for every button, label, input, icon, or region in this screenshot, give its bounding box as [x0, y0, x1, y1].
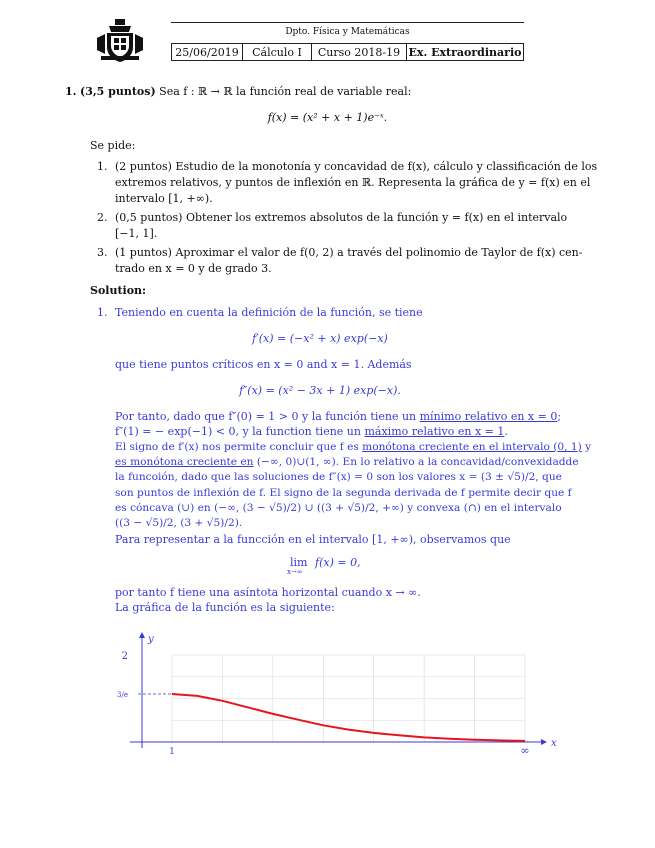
item-text-line: (0,5 puntos) Obtener los extremos absolutos de la función y = f(x) en el intervalo — [115, 211, 568, 224]
y-tick-label: 2 — [121, 651, 128, 662]
solution-number: 1. — [97, 306, 108, 319]
header-top-rule — [171, 22, 524, 23]
y-axis-arrow — [139, 632, 145, 638]
university-crest-logo — [95, 18, 145, 63]
text-span: El signo de f′(x) nos permite concluir que f es — [115, 441, 363, 453]
item-text-line: (2 puntos) Estudio de la monotonía y concavidad de f(x), cálculo y classificación de los — [115, 160, 598, 173]
solution-paragraph: La gráfica de la función es la siguiente: — [115, 601, 335, 614]
solution-paragraph: ((3 − √5)/2, (3 + √5)/2). — [115, 517, 243, 529]
solution-paragraph: que tiene puntos críticos en x = 0 and x = 1. Además — [115, 358, 412, 371]
function-curve — [172, 694, 525, 741]
solution-paragraph: Teniendo en cuenta la definición de la función, se tiene — [115, 306, 423, 319]
text-span: . — [504, 425, 508, 438]
text-span: f″(1) = − exp(−1) < 0, y la function tiene un — [115, 425, 365, 438]
solution-paragraph: es cóncava (∪) en (−∞, (3 − √5)/2) ∪ ((3 + √5)/2, +∞) y convexa (∩) en el intervalo — [115, 502, 562, 514]
academic-year: Curso 2018-19 — [312, 44, 407, 60]
x-axis-arrow — [541, 739, 547, 745]
header-info-box — [171, 43, 524, 61]
x-tick-label: 1 — [169, 747, 175, 757]
x-axis-label: x — [551, 738, 557, 749]
solution-paragraph — [115, 409, 561, 424]
department-label: Dpto. Física y Matemáticas — [285, 27, 410, 37]
problem-points: (3,5 puntos) — [79, 85, 156, 98]
course-name: Cálculo I — [243, 44, 312, 60]
item-text-line: (1 puntos) Aproximar el valor de f(0, 2) a través del polinomio de Taylor de f(x) cen- — [115, 246, 583, 259]
second-derivative-equation: f″(x) = (x² − 3x + 1) exp(−x). — [239, 384, 401, 397]
solution-paragraph — [115, 455, 579, 470]
item-text-line: [−1, 1]. — [115, 227, 158, 240]
solution-paragraph: son puntos de inflexión de f. El signo de la segunda derivada de f permite decir que f — [115, 487, 572, 499]
item-text-line: intervalo [1, +∞). — [115, 192, 213, 205]
limit-operator: lim — [290, 556, 308, 569]
text-span: (−∞, 0)∪(1, ∞). En lo relativo a la concavidad/convexidadde — [253, 456, 579, 468]
monotonic-interval-underlined: monótona creciente en el intervalo (0, 1) — [362, 441, 582, 453]
y-tick-label: 3/e — [117, 690, 128, 699]
y-axis-label: y — [148, 634, 154, 645]
problem-ask: Se pide: — [90, 139, 136, 152]
solution-title: Solution: — [90, 284, 147, 297]
item-text-line: trado en x = 0 y de grado 3. — [115, 262, 272, 275]
problem-number: 1. — [65, 85, 77, 98]
limit-rhs: f(x) = 0, — [315, 556, 361, 569]
solution-paragraph — [115, 440, 591, 455]
max-relative-underlined: máximo relativo en x = 1 — [364, 425, 505, 438]
text-span: y — [581, 441, 592, 453]
derivative-equation: f′(x) = (−x² + x) exp(−x) — [252, 332, 388, 345]
item-number: 3. — [97, 246, 108, 259]
problem-heading — [65, 84, 411, 99]
solution-paragraph: la funcoión, dado que las soluciones de f″(x) = 0 son los valores x = (3 ± √5)/2, que — [115, 471, 562, 483]
item-number: 2. — [97, 211, 108, 224]
function-graph — [100, 632, 570, 762]
item-text-line: extremos relativos, y puntos de inflexión en ℝ. Representa la gráfica de y = f(x) en el — [115, 176, 591, 189]
text-span: Por tanto, dado que f″(0) = 1 > 0 y la función tiene un — [115, 410, 420, 423]
monotonic-underlined: es monótona creciente en — [115, 456, 254, 468]
solution-paragraph: Para representar a la funcción en el intervalo [1, +∞), observamos que — [115, 533, 511, 546]
solution-paragraph: por tanto f tiene una asíntota horizontal cuando x → ∞. — [115, 586, 421, 599]
solution-paragraph — [115, 424, 508, 439]
item-number: 1. — [97, 160, 108, 173]
exam-type: Ex. Extraordinario — [408, 45, 522, 59]
text-span: ; — [557, 410, 562, 423]
min-relative-underlined: mínimo relativo en x = 0 — [419, 410, 558, 423]
x-tick-label: ∞ — [520, 744, 530, 757]
exam-date: 25/06/2019 — [172, 44, 243, 60]
problem-formula: f(x) = (x² + x + 1)e⁻ˣ. — [267, 111, 388, 124]
problem-intro: Sea f : ℝ → ℝ la función real de variable real: — [159, 85, 412, 98]
limit-subscript: x→∞ — [287, 568, 303, 576]
